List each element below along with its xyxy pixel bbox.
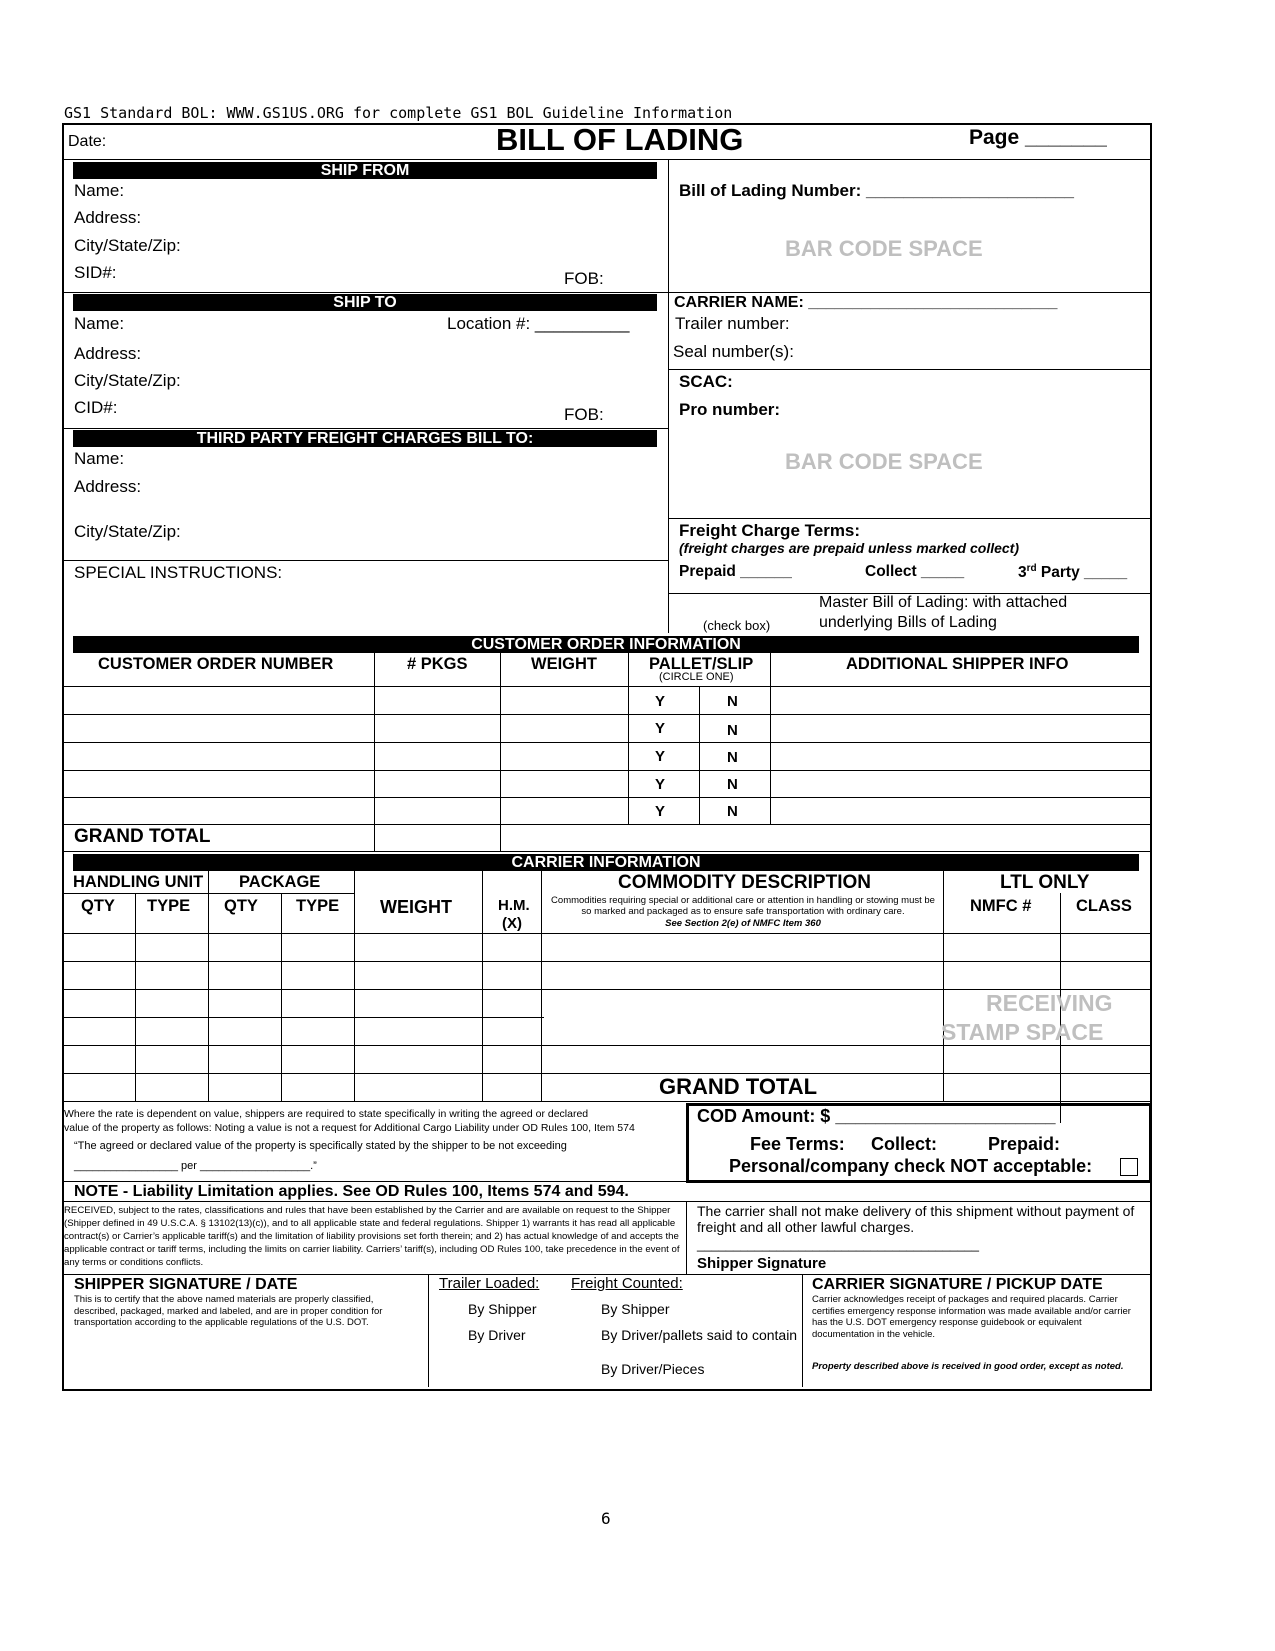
- col-hm: H.M.: [498, 897, 530, 914]
- carrier-info-bar: CARRIER INFORMATION: [73, 854, 1139, 871]
- pallet-no-1[interactable]: N: [727, 693, 738, 710]
- page-count-label[interactable]: Page _______: [969, 126, 1107, 149]
- ship-from-bar: SHIP FROM: [73, 162, 657, 179]
- carrier-name-label[interactable]: CARRIER NAME: ____________________________: [674, 294, 1058, 311]
- pallet-yes-1[interactable]: Y: [655, 693, 666, 710]
- col-pkg-qty: QTY: [224, 897, 258, 915]
- ship-to-location[interactable]: Location #: __________: [447, 314, 630, 333]
- ship-from-name[interactable]: Name:: [74, 181, 125, 200]
- freight-counted-by-driver-pieces[interactable]: By Driver/Pieces: [601, 1361, 705, 1377]
- carrier-signature-title: CARRIER SIGNATURE / PICKUP DATE: [812, 1276, 1103, 1293]
- col-hu-type: TYPE: [147, 897, 191, 915]
- col-customer-order-number: CUSTOMER ORDER NUMBER: [98, 655, 334, 673]
- fee-terms-label: Fee Terms:: [750, 1134, 845, 1154]
- ship-to-address[interactable]: Address:: [74, 344, 142, 363]
- col-package: PACKAGE: [239, 873, 321, 891]
- freight-counted-by-shipper[interactable]: By Shipper: [601, 1301, 670, 1317]
- third-party-name[interactable]: Name:: [74, 449, 125, 468]
- carrier-grand-total: GRAND TOTAL: [659, 1074, 818, 1099]
- check-not-acceptable-label: Personal/company check NOT acceptable:: [729, 1156, 1093, 1176]
- cod-amount-label[interactable]: COD Amount: $ ______________________: [697, 1106, 1056, 1126]
- col-pkg-type: TYPE: [296, 897, 340, 915]
- commodity-ref: See Section 2(e) of NMFC Item 360: [665, 918, 821, 929]
- scac-label[interactable]: SCAC:: [679, 372, 733, 391]
- trailer-loaded-by-shipper[interactable]: By Shipper: [468, 1301, 537, 1317]
- col-additional-shipper-info: ADDITIONAL SHIPPER INFO: [846, 655, 1069, 673]
- shipper-signature-title: SHIPPER SIGNATURE / DATE: [74, 1276, 298, 1293]
- shipper-signature-line[interactable]: _______________________________________: [697, 1237, 979, 1252]
- trailer-loaded-title: Trailer Loaded:: [439, 1275, 540, 1292]
- customer-grand-total: GRAND TOTAL: [74, 826, 211, 847]
- date-label[interactable]: Date:: [68, 133, 107, 150]
- freight-terms-title: Freight Charge Terms:: [679, 521, 861, 540]
- special-instructions-label[interactable]: SPECIAL INSTRUCTIONS:: [74, 563, 283, 582]
- fee-collect-option[interactable]: Collect:: [871, 1134, 938, 1154]
- prepaid-option[interactable]: Prepaid ______: [679, 563, 792, 580]
- ship-to-cid[interactable]: CID#:: [74, 398, 118, 417]
- pro-number-label[interactable]: Pro number:: [679, 400, 781, 419]
- third-party-city[interactable]: City/State/Zip:: [74, 522, 181, 541]
- page-number: 6: [601, 1509, 611, 1528]
- pallet-no-5[interactable]: N: [727, 803, 738, 820]
- receiving-stamp-line2: STAMP SPACE: [941, 1019, 1104, 1045]
- declared-value-line1: Where the rate is dependent on value, shippers are required to state specifically in writing the agreed or declared: [64, 1108, 589, 1120]
- pallet-yes-5[interactable]: Y: [655, 803, 666, 820]
- col-pkgs: # PKGS: [407, 655, 468, 673]
- freight-counted-title: Freight Counted:: [571, 1275, 683, 1292]
- seal-number-label[interactable]: Seal number(s):: [673, 342, 794, 361]
- third-party-option[interactable]: 3rd Party _____: [1018, 563, 1128, 582]
- freight-counted-by-driver-pallets[interactable]: By Driver/pallets said to contain: [601, 1327, 798, 1343]
- third-party-address[interactable]: Address:: [74, 477, 142, 496]
- pallet-yes-2[interactable]: Y: [655, 720, 666, 737]
- page-title: BILL OF LADING: [496, 122, 744, 157]
- col-ltl-only: LTL ONLY: [1000, 872, 1090, 893]
- col-nmfc: NMFC #: [970, 897, 1032, 915]
- received-terms-text: RECEIVED, subject to the rates, classifications and rules that have been established by the Carrier and are available on request to the Shipper (Shipper defined in 49 U.S.C.A. § 13102(13)(c)), and to all applicable state and federal regulations. Shipper 1) warrants it has read all applicable contract(s) or Carrier’s applicable tariff(s) and the limitation of liability provisions set forth therein; and 2) has actual knowledge of and accepts the applicable contract or tariff terms, including the limits on carrier liability. Carriers’ tariff(s), including OD Rules 100, take precedence in the event of any terms or conditions conflicts.: [64, 1205, 680, 1268]
- receiving-stamp-line1: RECEIVING: [986, 990, 1113, 1016]
- pallet-yes-4[interactable]: Y: [655, 776, 666, 793]
- col-class: CLASS: [1076, 897, 1132, 915]
- ship-from-fob[interactable]: FOB:: [564, 269, 604, 288]
- carrier-delivery-text: The carrier shall not make delivery of this shipment without payment of freight and all other lawful charges.: [697, 1203, 1135, 1235]
- declared-value-line2: value of the property as follows: Noting a value is not a request for Additional Cargo Liability under OD Rules 100, Item 574: [64, 1122, 635, 1134]
- shipper-signature-label: Shipper Signature: [697, 1255, 827, 1272]
- pallet-no-4[interactable]: N: [727, 776, 738, 793]
- carrier-signature-note: Property described above is received in good order, except as noted.: [812, 1361, 1124, 1372]
- col-hm-x: (X): [502, 915, 522, 932]
- col-weight: WEIGHT: [531, 655, 597, 673]
- pallet-no-3[interactable]: N: [727, 749, 738, 766]
- liability-note: NOTE - Liability Limitation applies. See OD Rules 100, Items 574 and 594.: [74, 1183, 629, 1200]
- barcode-space-middle: BAR CODE SPACE: [785, 449, 983, 474]
- trailer-number-label[interactable]: Trailer number:: [675, 314, 790, 333]
- ship-to-city[interactable]: City/State/Zip:: [74, 371, 181, 390]
- collect-option[interactable]: Collect _____: [865, 563, 965, 580]
- col-hu-qty: QTY: [81, 897, 115, 915]
- col-handling-unit: HANDLING UNIT: [73, 873, 204, 891]
- commodity-note: Commodities requiring special or additional care or attention in handling or stowing must be so marked and packaged as to ensure safe transportation with ordinary care.: [551, 895, 935, 917]
- master-bol-line2: underlying Bills of Lading: [819, 614, 997, 631]
- freight-terms-note: (freight charges are prepaid unless marked collect): [679, 540, 1020, 556]
- pallet-no-2[interactable]: N: [727, 722, 738, 739]
- carrier-signature-text: Carrier acknowledges receipt of packages and required placards. Carrier certifies emergency response information was made available and/or carrier has the U.S. DOT emergency response guidebook or equivalent documentation in the vehicle.: [812, 1294, 1131, 1340]
- col-carrier-weight: WEIGHT: [380, 897, 452, 917]
- customer-order-bar: CUSTOMER ORDER INFORMATION: [73, 636, 1139, 653]
- trailer-loaded-by-driver[interactable]: By Driver: [468, 1327, 526, 1343]
- declared-value-line4[interactable]: _________________ per __________________.”: [74, 1160, 317, 1172]
- ship-to-name[interactable]: Name:: [74, 314, 125, 333]
- col-commodity-description: COMMODITY DESCRIPTION: [618, 872, 871, 893]
- col-pallet-slip: PALLET/SLIP: [649, 655, 754, 673]
- shipper-signature-text: This is to certify that the above named materials are properly classified, described, packaged, marked and labeled, and are in proper condition for transportation according to the applicable regulations of the U.S. DOT.: [74, 1294, 383, 1328]
- fee-prepaid-option[interactable]: Prepaid:: [988, 1134, 1061, 1154]
- ship-to-bar: SHIP TO: [73, 294, 657, 311]
- ship-from-address[interactable]: Address:: [74, 208, 142, 227]
- barcode-space-top: BAR CODE SPACE: [785, 236, 983, 261]
- col-circle-one: (CIRCLE ONE): [659, 671, 734, 683]
- pallet-yes-3[interactable]: Y: [655, 748, 666, 765]
- bol-number-label[interactable]: Bill of Lading Number: ______________________: [679, 181, 1074, 200]
- declared-value-line3: “The agreed or declared value of the property is specifically stated by the shipper to be not exceeding: [74, 1140, 567, 1152]
- master-bol-line1: Master Bill of Lading: with attached: [819, 594, 1068, 611]
- ship-to-fob[interactable]: FOB:: [564, 405, 604, 424]
- gs1-header-note: GS1 Standard BOL: WWW.GS1US.ORG for complete GS1 BOL Guideline Information: [64, 104, 733, 122]
- third-party-bar: THIRD PARTY FREIGHT CHARGES BILL TO:: [73, 430, 657, 447]
- ship-from-sid[interactable]: SID#:: [74, 263, 117, 282]
- check-box-label[interactable]: (check box): [703, 618, 771, 633]
- ship-from-city[interactable]: City/State/Zip:: [74, 236, 181, 255]
- check-not-acceptable-checkbox[interactable]: [1120, 1158, 1138, 1176]
